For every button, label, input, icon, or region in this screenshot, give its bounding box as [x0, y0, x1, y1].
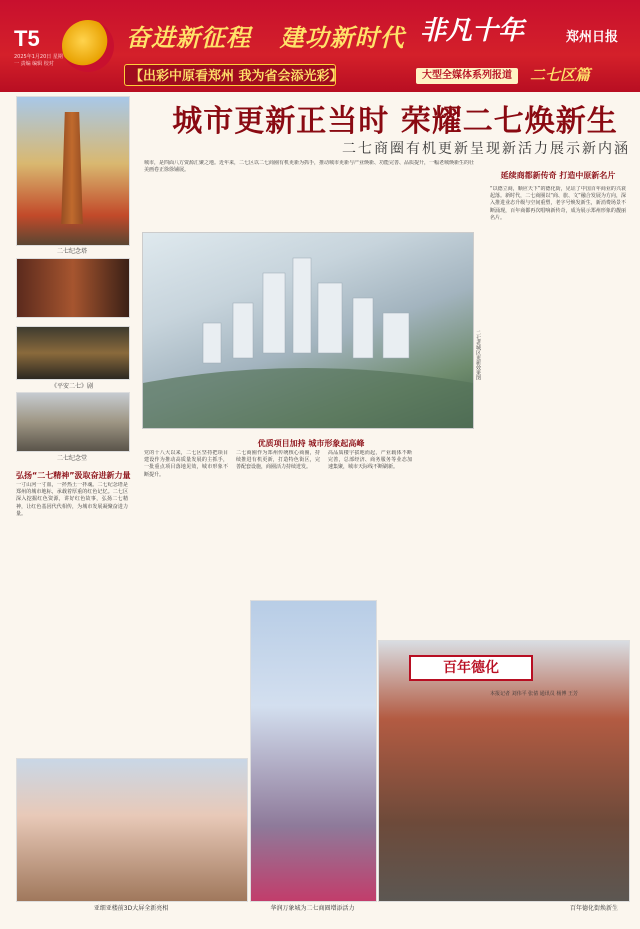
- performance-photo-2: [16, 326, 130, 380]
- bottom-left-caption: 亚细亚楼前3D大屏全新亮相: [93, 905, 169, 912]
- street-sign: 百年德化: [409, 655, 533, 681]
- tower-caption: 华润万象城为二七商圈增添活力: [270, 905, 355, 912]
- left-section-title: 弘扬“二七精神”汲取奋进新力量: [16, 471, 131, 480]
- aerial-caption: 二七老城区更新效果图: [475, 330, 481, 380]
- mid-body-col-3: 高品质楼宇拔地而起，产业载体不断完善，总部经济、商务服务等业态加速集聚，城市天际线不断刷新。: [328, 450, 412, 471]
- memorial-hall-caption: 二七纪念堂: [56, 455, 87, 462]
- dehua-street-photo: [378, 640, 630, 902]
- page-number: T5: [14, 26, 40, 51]
- headline: 城市更新正当时 荣耀二七焕新生: [172, 104, 618, 139]
- memorial-hall-photo: [16, 392, 130, 452]
- reporter-credit: 本报记者 刘伟平 张倩 通讯员 杨博 王芳: [490, 691, 578, 697]
- series-brand: 非凡十年: [420, 16, 525, 46]
- date-line: 2025年1月20日 星期一 责编 编辑 校对: [14, 54, 63, 67]
- mid-body-col-1: 党的十八大以来，二七区坚持把项目建设作为推动高质量发展的主抓手，一批重点项目落地见效，城市形象不断提升。: [144, 450, 228, 478]
- party-emblem-icon: [62, 20, 114, 72]
- series-tag: 大型全媒体系列报道: [416, 68, 518, 84]
- mid-body-col-2: 二七商圈作为郑州传统核心商圈，持续推进有机更新，打造特色街区，完善配套设施，商圈活力持续迸发。: [236, 450, 320, 471]
- screen-building-photo: [16, 758, 248, 902]
- performance-photo: [16, 258, 130, 318]
- banner-text: 【出彩中原看郑州 我为省会添光彩】: [130, 69, 343, 84]
- intro-text: 城市，是四面八方资源汇聚之地。近年来，二七区以二七商圈有机更新为抓手，推动城市更新与产业焕新、功能完善、品质提升，一幅老城焕新生的壮美画卷正徐徐铺展。: [144, 160, 474, 174]
- mid-section-title: 优质项目加持 城市形象起高峰: [257, 439, 365, 448]
- district-tag: 二七区篇: [530, 66, 591, 84]
- mixc-tower-photo: [250, 600, 377, 902]
- aerial-render-photo: [142, 232, 474, 429]
- subheadline: 二七商圈有机更新呈现新活力展示新内涵: [342, 141, 630, 157]
- paper-name: 郑州日报: [566, 30, 619, 45]
- slogan-part-2: 建功新时代: [279, 23, 405, 52]
- city-skyline-icon: [143, 233, 473, 428]
- left-body: 一寸山河一寸血，一抔热土一抔魂。二七纪念塔是郑州的城市地标，承载着厚重的红色记忆。二七区深入挖掘红色资源，讲好红色故事，弘扬二七精神，让红色基因代代相传，为城市发展凝聚奋进力量。: [16, 482, 128, 517]
- slogan-part-1: 奋进新征程: [126, 23, 251, 52]
- right-body: “以德立商，顺应天下”的德化街，见证了中国百年商业的兴衰起落。新时代，二七商圈以“商、旅、文”融合发展为方向，深入推进业态升级与空间重塑，老字号焕发新生，新消费场景不断涌现，百年商都再次唱响新传奇，成为展示郑州形象的靓丽名片。: [490, 186, 626, 221]
- pagoda-caption: 二七纪念塔: [56, 248, 87, 255]
- slogan: [126, 18, 405, 53]
- performance-caption: 《平安二七》剧: [50, 383, 93, 390]
- right-section-title: 延续商都新传奇 打造中原新名片: [500, 171, 616, 180]
- street-caption: 百年德化街焕新生: [569, 905, 618, 912]
